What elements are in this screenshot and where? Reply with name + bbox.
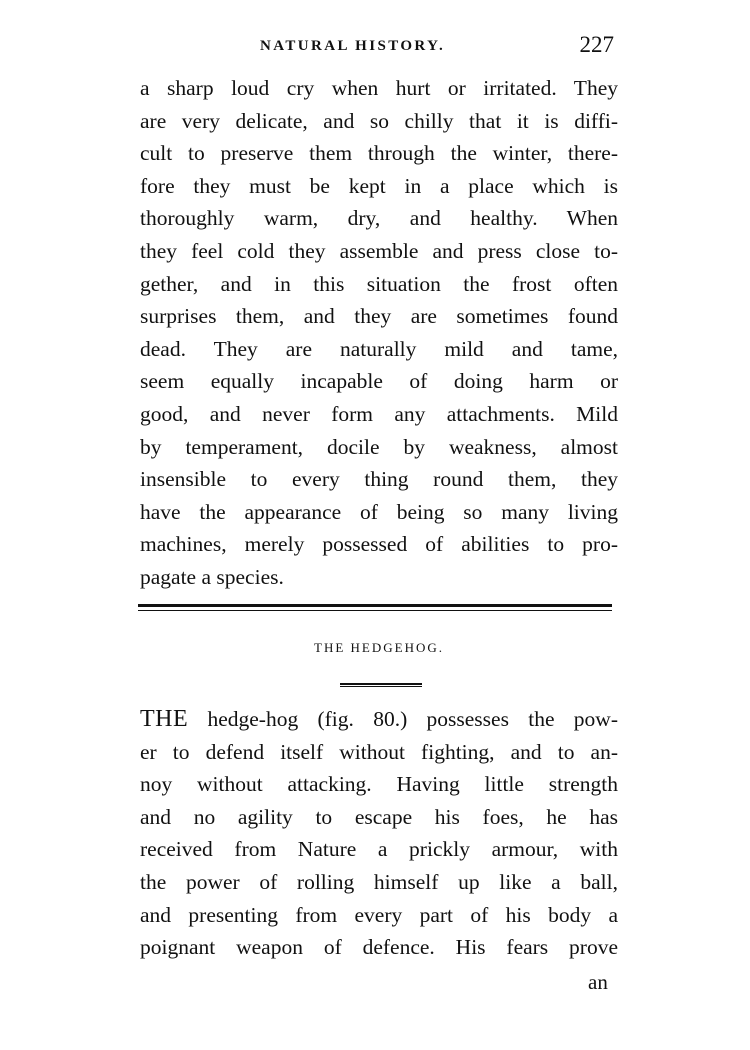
text-line: they feel cold they assemble and press close to- xyxy=(140,238,618,263)
heading-ornament-rule xyxy=(340,683,422,687)
text-line: cult to preserve them through the winter, there- xyxy=(140,141,618,166)
page-number: 227 xyxy=(579,32,614,57)
text-line: gether, and in this situation the frost often xyxy=(140,271,618,296)
running-title: NATURAL HISTORY. xyxy=(260,38,446,54)
text-line: dead. They are naturally mild and tame, xyxy=(140,336,618,361)
catchword: an xyxy=(588,970,608,994)
lower-paragraph xyxy=(140,703,618,964)
text-line: have the appearance of being so many living xyxy=(140,499,618,524)
lead-word: THE xyxy=(140,706,189,732)
text-line: are very delicate, and so chilly that it is diffi- xyxy=(140,108,618,133)
text-line: noy without attacking. Having little strength xyxy=(140,772,618,797)
text-line: pagate a species. xyxy=(140,564,284,589)
text-line: er to defend itself without fighting, and to an- xyxy=(140,739,618,764)
text-line: a sharp loud cry when hurt or irritated. They xyxy=(140,76,618,100)
text-line: fore they must be kept in a place which is xyxy=(140,173,618,198)
text-line: by temperament, docile by weakness, almost xyxy=(140,434,618,459)
text-line: insensible to every thing round them, they xyxy=(140,467,618,492)
text-line: and presenting from every part of his body a xyxy=(140,902,618,927)
text-line: received from Nature a prickly armour, with xyxy=(140,837,618,862)
text-line: and no agility to escape his foes, he has xyxy=(140,804,618,829)
text-line: the power of rolling himself up like a ball, xyxy=(140,869,618,894)
text-line: surprises them, and they are sometimes found xyxy=(140,304,618,329)
first-line-rest: hedge-hog (fig. 80.) possesses the pow- xyxy=(207,707,618,731)
text-line: poignant weapon of defence. His fears prove xyxy=(140,935,618,960)
text-line: machines, merely possessed of abilities to pro- xyxy=(140,532,618,557)
running-head xyxy=(140,34,620,64)
upper-paragraph xyxy=(140,72,618,594)
section-heading: THE HEDGEHOG. xyxy=(314,640,444,655)
text-line: thoroughly warm, dry, and healthy. When xyxy=(140,206,618,231)
first-text-line xyxy=(140,703,618,736)
text-line: good, and never form any attachments. Mild xyxy=(140,401,618,426)
text-line: seem equally incapable of doing harm or xyxy=(140,369,618,394)
section-divider xyxy=(138,604,612,611)
